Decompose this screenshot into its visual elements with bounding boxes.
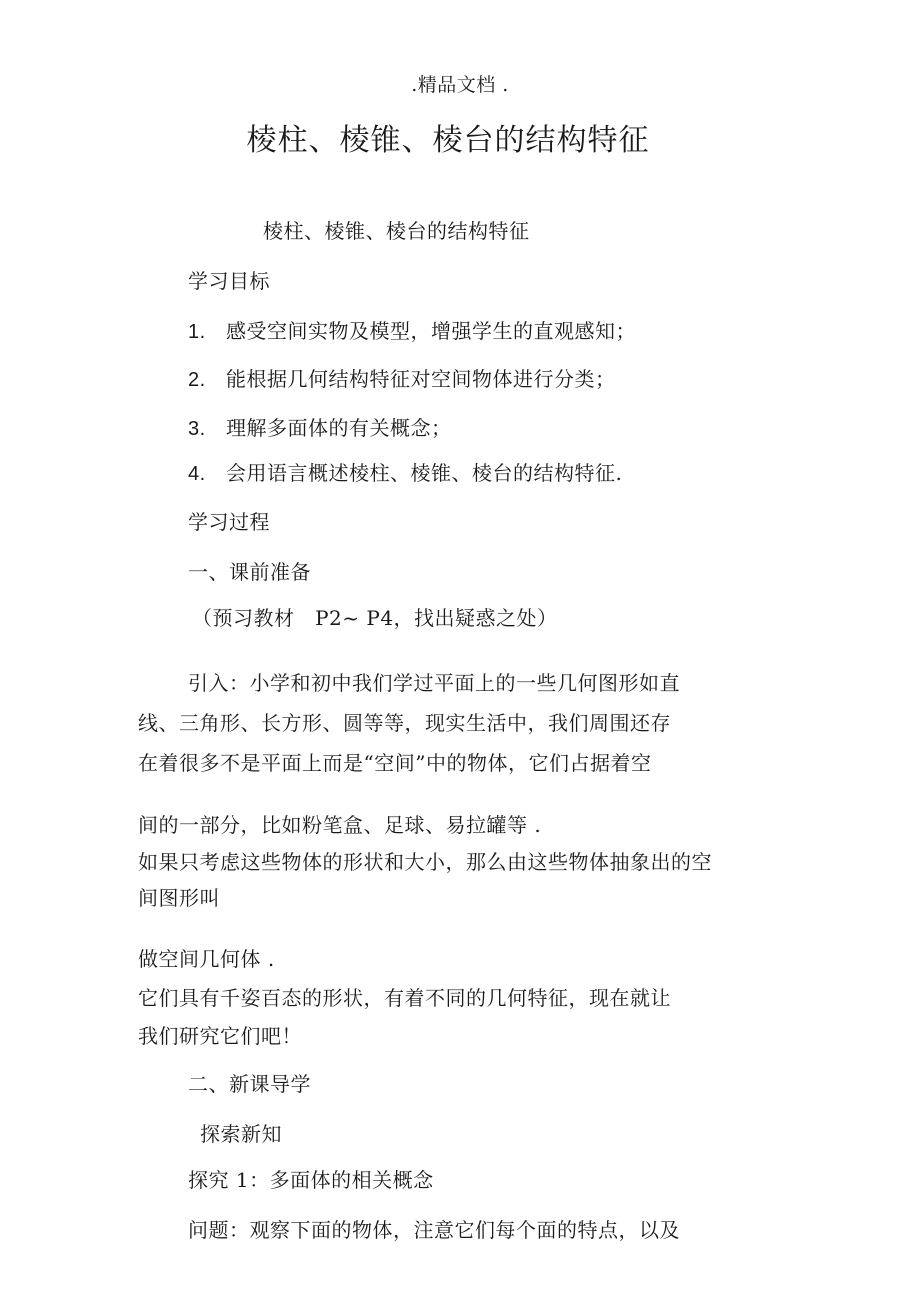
- objective-item-1: [188, 318, 636, 345]
- process-heading: 学习过程: [188, 510, 270, 534]
- objective-text: 会用语言概述棱柱、棱锥、棱台的结构特征.: [226, 461, 623, 485]
- question-line: 问题：观察下面的物体，注意它们每个面的特点，以及: [188, 1218, 680, 1242]
- intro-line-1: 引入：小学和初中我们学过平面上的一些几何图形如直: [188, 671, 680, 695]
- intro-line-9: 我们研究它们吧！: [138, 1024, 302, 1048]
- objective-text: 能根据几何结构特征对空间物体进行分类；: [226, 367, 616, 391]
- objective-item-3: [188, 415, 452, 442]
- objectives-heading: 学习目标: [188, 269, 270, 293]
- subtitle: 棱柱、棱锥、棱台的结构特征: [263, 219, 530, 243]
- intro-line-7: 做空间几何体 .: [138, 947, 275, 971]
- objective-number: 4.: [188, 463, 206, 485]
- objective-item-2: [188, 366, 616, 393]
- objective-text: 感受空间实物及模型，增强学生的直观感知；: [226, 319, 636, 343]
- objective-number: 2.: [188, 369, 206, 391]
- objective-number: 1.: [188, 321, 206, 343]
- preview-note: （预习教材 P2~ P4，找出疑惑之处）: [192, 606, 558, 630]
- intro-line-3: 在着很多不是平面上而是“空间”中的物体，它们占据着空: [138, 751, 652, 775]
- explore-heading: 探索新知: [200, 1122, 282, 1146]
- objective-text: 理解多面体的有关概念；: [226, 416, 452, 440]
- intro-line-5: 如果只考虑这些物体的形状和大小，那么由这些物体抽象出的空: [138, 850, 712, 874]
- document-title: 棱柱、棱锥、棱台的结构特征: [246, 123, 650, 158]
- intro-line-6: 间图形叫: [138, 886, 220, 910]
- section2-heading: 二、新课导学: [188, 1072, 311, 1096]
- section1-heading: 一、课前准备: [188, 560, 311, 584]
- page-header: .精品文档 .: [411, 74, 509, 96]
- objective-item-4: [188, 460, 622, 487]
- intro-line-8: 它们具有千姿百态的形状，有着不同的几何特征，现在就让: [138, 986, 671, 1010]
- intro-line-4: 间的一部分，比如粉笔盒、足球、易拉罐等 .: [138, 813, 542, 837]
- objective-number: 3.: [188, 418, 206, 440]
- intro-line-2: 线、三角形、长方形、圆等等，现实生活中，我们周围还存: [138, 711, 671, 735]
- explore1-heading: 探究 1：多面体的相关概念: [188, 1168, 434, 1192]
